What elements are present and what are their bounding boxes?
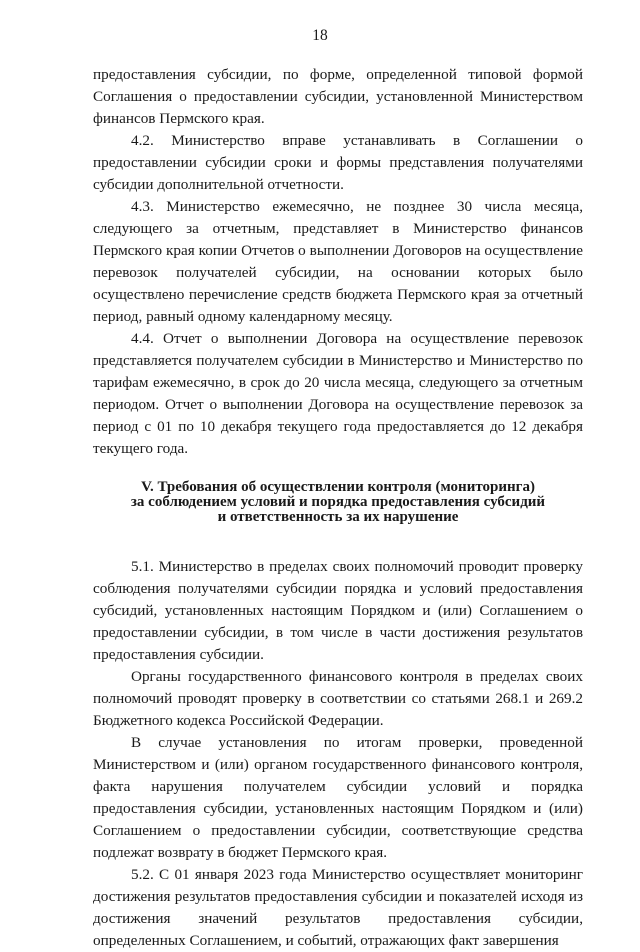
page-number: 18 (312, 27, 328, 44)
paragraph-continuation: предоставления субсидии, по форме, определенной типовой формой Соглашения о предоставлении субсидии, установленной Министерством финансов Пермского края. (93, 66, 583, 127)
document-body (93, 64, 583, 952)
paragraph-violation-refund: В случае установления по итогам проверки, проведенной Министерством и (или) органом государственного финансового контроля, факта нарушения получателем субсидии условий и порядка предоставления субсидии, установленных настоящим Порядком и (или) Соглашением о предоставлении субсидии, соответствующие средства подлежат возврату в бюджет Пермского края. (93, 734, 583, 861)
section-heading-line: за соблюдением условий и порядка предоставления субсидий (130, 494, 546, 510)
paragraph-5-1: 5.1. Министерство в пределах своих полномочий проводит проверку соблюдения получателями субсидии порядка и условий предоставления субсидий, установленных настоящим Порядком и (или) Соглашением о предоставлении субсидии, в том числе в части достижения результатов предоставления субсидии. (93, 558, 583, 663)
paragraph-financial-control: Органы государственного финансового контроля в пределах своих полномочий проводят проверку в соответствии со статьями 268.1 и 269.2 Бюджетного кодекса Российской Федерации. (93, 668, 583, 729)
section-heading-line: и ответственность за их нарушение (217, 509, 459, 525)
paragraph-4-2: 4.2. Министерство вправе устанавливать в Соглашении о предоставлении субсидии сроки и формы представления получателями субсидии дополнительной отчетности. (93, 132, 583, 193)
paragraph-5-2: 5.2. С 01 января 2023 года Министерство осуществляет мониторинг достижения результатов предоставления субсидии и показателей исходя из достижения значений результатов предоставления субсидии, определенных Соглашением, и событий, отражающих факт завершения (93, 866, 583, 949)
section-heading-line: V. Требования об осуществлении контроля (мониторинга) (141, 479, 535, 495)
paragraph-4-4: 4.4. Отчет о выполнении Договора на осуществление перевозок представляется получателем субсидии в Министерство и Министерство по тарифам ежемесячно, в срок до 20 числа месяца, следующего за отчетным периодом. Отчет о выполнении Договора на осуществление перевозок за период с 01 по 10 декабря текущего года предоставляется до 12 декабря текущего года. (93, 330, 583, 457)
section-heading (93, 480, 583, 525)
paragraph-4-3: 4.3. Министерство ежемесячно, не позднее 30 числа месяца, следующего за отчетным, представляет в Министерство финансов Пермского края копии Отчетов о выполнении Договоров на осуществление перевозок получателей субсидии, на основании которых было осуществлено перечисление средств бюджета Пермского края за отчетный период, равный одному календарному месяцу. (93, 198, 583, 325)
